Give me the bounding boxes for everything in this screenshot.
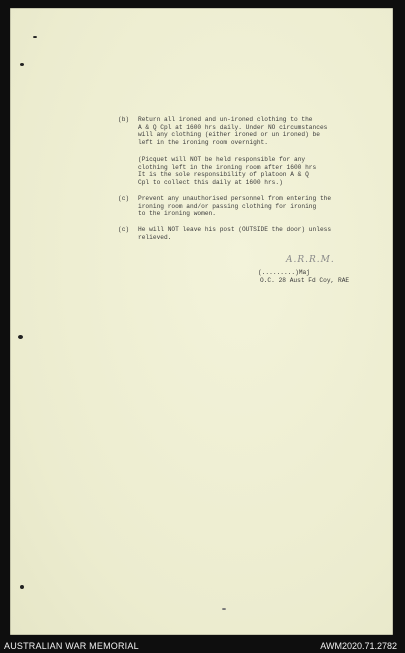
text-line: left in the ironing room overnight. bbox=[138, 138, 268, 146]
handwritten-signature: A.R.R.M. bbox=[286, 255, 335, 265]
text-line: clothing left in the ironing room after 1600 hrs bbox=[138, 163, 317, 171]
speck-mark bbox=[18, 335, 23, 339]
speck-mark bbox=[20, 63, 24, 66]
signature-unit-line: O.C. 28 Aust Fd Coy, RAE bbox=[260, 276, 350, 284]
speck-mark bbox=[33, 36, 37, 38]
text-line: Prevent any unauthorised personnel from entering the bbox=[138, 195, 332, 202]
text-line: relieved. bbox=[138, 233, 172, 241]
text-line: He will NOT leave his post (OUTSIDE the door) unless bbox=[138, 226, 332, 233]
signature-rank-line: (.........)Maj bbox=[258, 269, 310, 276]
speck-mark bbox=[222, 608, 226, 610]
text-line: ironing room and/or passing clothing for ironing bbox=[138, 202, 317, 210]
picquet-note bbox=[138, 156, 368, 186]
speck-mark bbox=[20, 585, 24, 589]
text-line: will any clothing (either ironed or un ironed) be bbox=[138, 131, 320, 139]
signature-block bbox=[258, 269, 349, 284]
text-line: A & Q Cpl at 1600 hrs daily. Under NO circumstances bbox=[138, 123, 328, 131]
paragraph-label: (b) bbox=[118, 116, 130, 123]
paragraph-label: (c) bbox=[118, 195, 130, 202]
text-line: It is the sole responsibility of platoon A & Q bbox=[138, 171, 309, 179]
text-line: (Picquet will NOT be held responsible for any bbox=[138, 156, 306, 163]
footer-institution: AUSTRALIAN WAR MEMORIAL bbox=[4, 641, 139, 651]
document-page bbox=[10, 8, 393, 635]
paragraph-label: (c) bbox=[118, 226, 130, 233]
text-line: Return all ironed and un-ironed clothing to the bbox=[138, 116, 313, 123]
footer-accession-number: AWM2020.71.2782 bbox=[320, 641, 397, 651]
text-line: to the ironing women. bbox=[138, 210, 216, 218]
text-line: Cpl to collect this daily at 1600 hrs.) bbox=[138, 178, 283, 186]
